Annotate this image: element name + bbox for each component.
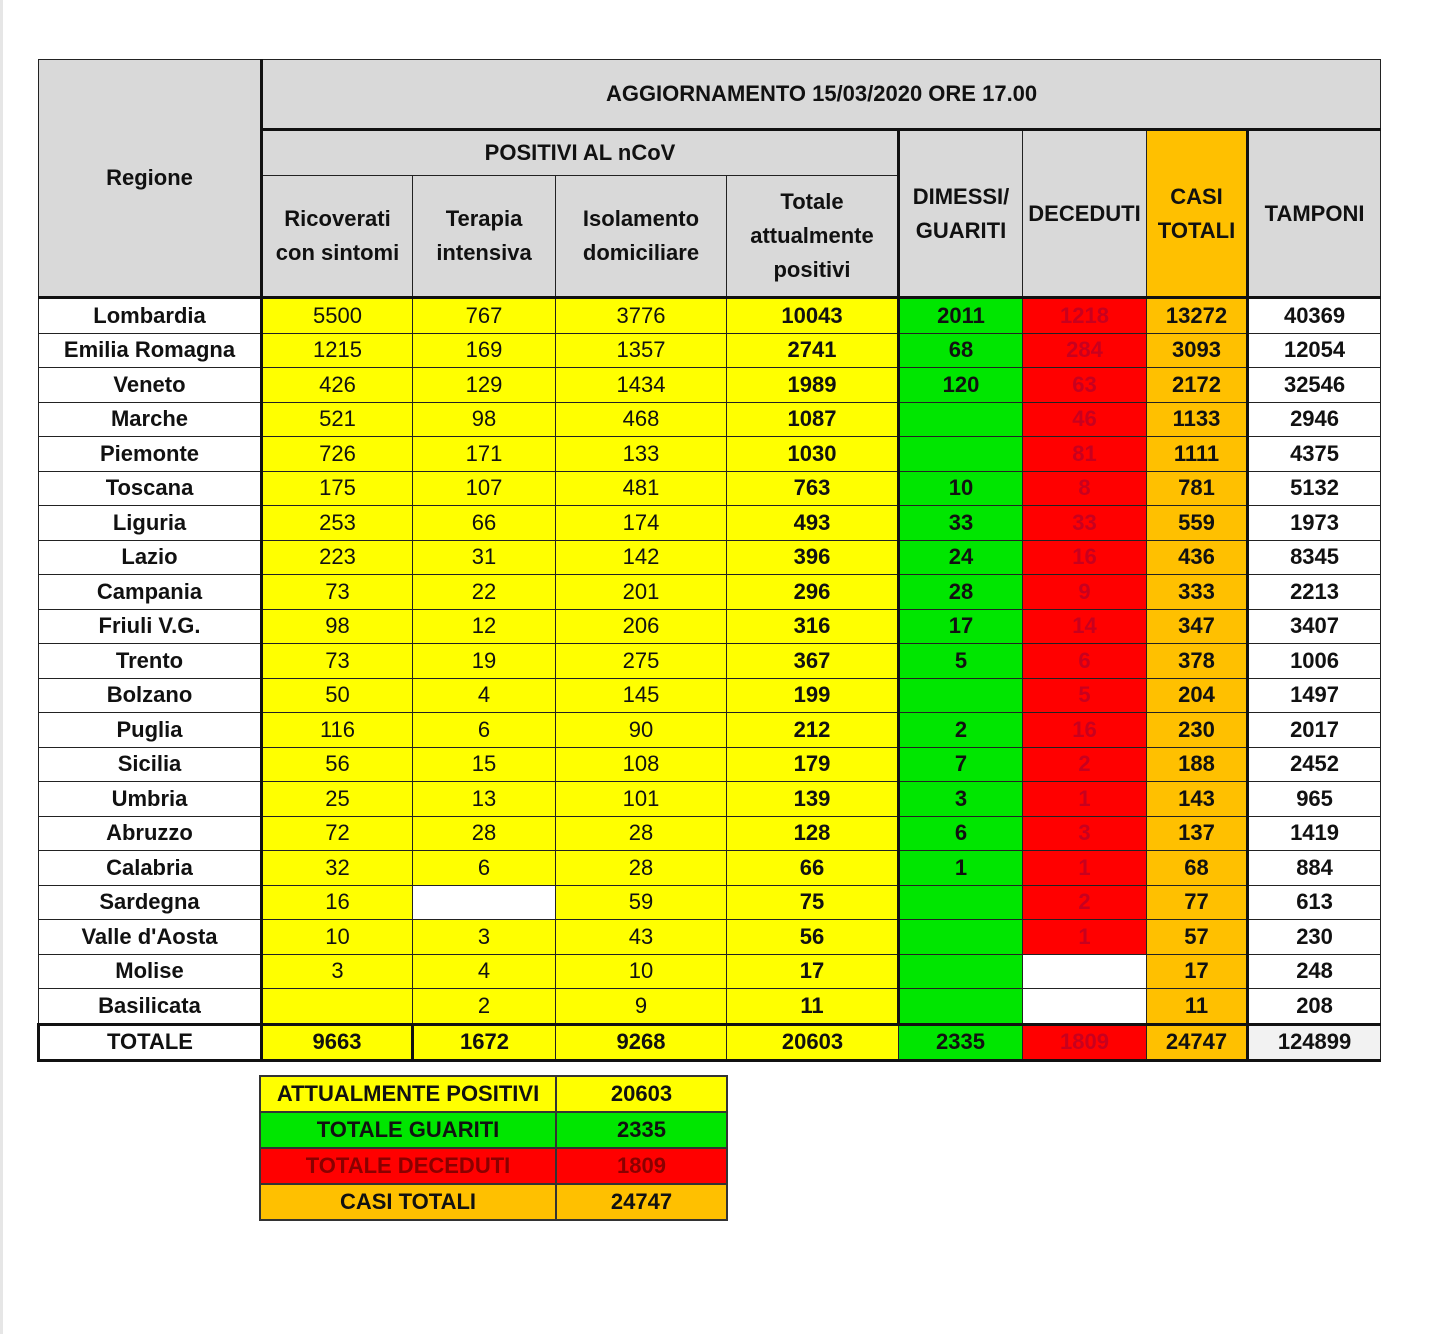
isolamento-cell: 1434 [556,368,727,403]
isolamento-cell: 468 [556,402,727,437]
tamponi-cell: 3407 [1248,609,1381,644]
totale-positivi-cell: 212 [727,713,899,748]
casi-totali-cell: 17 [1147,954,1248,989]
dimessi-cell: 1 [899,851,1023,886]
terapia-cell: 6 [413,851,556,886]
table-row [39,368,1381,403]
tamponi-cell: 613 [1248,885,1381,920]
totale-positivi-cell: 66 [727,851,899,886]
total-deceduti: 1809 [1023,1024,1147,1061]
ricoverati-cell: 50 [262,678,413,713]
dimessi-cell: 6 [899,816,1023,851]
deceduti-cell: 46 [1023,402,1147,437]
casi-totali-cell: 188 [1147,747,1248,782]
isolamento-cell: 3776 [556,298,727,334]
totale-positivi-cell: 128 [727,816,899,851]
ricoverati-cell: 3 [262,954,413,989]
deceduti-cell: 1 [1023,920,1147,955]
region-name: Emilia Romagna [39,333,262,368]
region-name: Calabria [39,851,262,886]
summary-table [259,1075,728,1221]
casi-totali-cell: 559 [1147,506,1248,541]
isolamento-cell: 9 [556,989,727,1025]
summary-label: TOTALE GUARITI [260,1112,556,1148]
terapia-cell: 2 [413,989,556,1025]
dimessi-cell [899,954,1023,989]
summary-value: 24747 [556,1184,727,1220]
terapia-cell: 13 [413,782,556,817]
totale-positivi-cell: 316 [727,609,899,644]
table-row [39,609,1381,644]
dimessi-cell: 5 [899,644,1023,679]
table-row [39,402,1381,437]
isolamento-cell: 10 [556,954,727,989]
ricoverati-cell: 5500 [262,298,413,334]
casi-totali-cell: 204 [1147,678,1248,713]
casi-totali-cell: 230 [1147,713,1248,748]
isolamento-cell: 108 [556,747,727,782]
deceduti-cell: 63 [1023,368,1147,403]
totale-positivi-cell: 199 [727,678,899,713]
table-row [39,471,1381,506]
terapia-cell: 4 [413,954,556,989]
terapia-cell: 12 [413,609,556,644]
tamponi-cell: 8345 [1248,540,1381,575]
terapia-cell: 171 [413,437,556,472]
table-row [39,678,1381,713]
isolamento-cell: 142 [556,540,727,575]
casi-totali-cell: 378 [1147,644,1248,679]
dimessi-cell: 3 [899,782,1023,817]
totals-label: TOTALE [39,1024,262,1061]
isolamento-cell: 59 [556,885,727,920]
totale-positivi-cell: 75 [727,885,899,920]
deceduti-cell: 8 [1023,471,1147,506]
ricoverati-cell: 116 [262,713,413,748]
header-positivi-group: POSITIVI AL nCoV [262,130,899,176]
region-name: Campania [39,575,262,610]
casi-totali-cell: 1133 [1147,402,1248,437]
dimessi-cell: 2 [899,713,1023,748]
isolamento-cell: 174 [556,506,727,541]
terapia-cell: 3 [413,920,556,955]
header-ricoverati: Ricoverati con sintomi [262,176,413,298]
casi-totali-cell: 3093 [1147,333,1248,368]
terapia-cell: 6 [413,713,556,748]
tamponi-cell: 2017 [1248,713,1381,748]
region-name: Molise [39,954,262,989]
deceduti-cell: 284 [1023,333,1147,368]
totale-positivi-cell: 1030 [727,437,899,472]
dimessi-cell: 7 [899,747,1023,782]
deceduti-cell [1023,954,1147,989]
deceduti-cell: 9 [1023,575,1147,610]
dimessi-cell: 10 [899,471,1023,506]
terapia-cell: 15 [413,747,556,782]
isolamento-cell: 275 [556,644,727,679]
deceduti-cell: 2 [1023,747,1147,782]
deceduti-cell: 6 [1023,644,1147,679]
table-row [39,989,1381,1025]
deceduti-cell: 5 [1023,678,1147,713]
totale-positivi-cell: 763 [727,471,899,506]
region-name: Sardegna [39,885,262,920]
region-name: Umbria [39,782,262,817]
region-name: Piemonte [39,437,262,472]
covid-region-table [37,59,1381,1062]
ricoverati-cell: 175 [262,471,413,506]
table-row [39,747,1381,782]
terapia-cell: 22 [413,575,556,610]
terapia-cell: 129 [413,368,556,403]
region-name: Basilicata [39,989,262,1025]
header-isolamento: Isolamento domiciliare [556,176,727,298]
region-name: Valle d'Aosta [39,920,262,955]
casi-totali-cell: 1111 [1147,437,1248,472]
table-row [39,920,1381,955]
dimessi-cell [899,989,1023,1025]
summary-label: TOTALE DECEDUTI [260,1148,556,1184]
totale-positivi-cell: 11 [727,989,899,1025]
totale-positivi-cell: 367 [727,644,899,679]
totale-positivi-cell: 493 [727,506,899,541]
table-row [39,954,1381,989]
dimessi-cell [899,402,1023,437]
region-name: Trento [39,644,262,679]
tamponi-cell: 248 [1248,954,1381,989]
casi-totali-cell: 436 [1147,540,1248,575]
total-tamponi: 124899 [1248,1024,1381,1061]
casi-totali-cell: 137 [1147,816,1248,851]
terapia-cell: 4 [413,678,556,713]
deceduti-cell: 2 [1023,885,1147,920]
ricoverati-cell: 253 [262,506,413,541]
dimessi-cell [899,678,1023,713]
deceduti-cell: 3 [1023,816,1147,851]
ricoverati-cell: 521 [262,402,413,437]
deceduti-cell: 16 [1023,713,1147,748]
header-deceduti: DECEDUTI [1023,130,1147,298]
ricoverati-cell [262,989,413,1025]
tamponi-cell: 32546 [1248,368,1381,403]
totale-positivi-cell: 2741 [727,333,899,368]
total-positivi: 20603 [727,1024,899,1061]
deceduti-cell [1023,989,1147,1025]
casi-totali-cell: 13272 [1147,298,1248,334]
terapia-cell: 98 [413,402,556,437]
total-casi: 24747 [1147,1024,1248,1061]
table-row [39,782,1381,817]
tamponi-cell: 230 [1248,920,1381,955]
dimessi-cell [899,885,1023,920]
region-name: Sicilia [39,747,262,782]
casi-totali-cell: 77 [1147,885,1248,920]
ricoverati-cell: 10 [262,920,413,955]
deceduti-cell: 81 [1023,437,1147,472]
casi-totali-cell: 68 [1147,851,1248,886]
total-ricoverati: 9663 [262,1024,413,1061]
tamponi-cell: 12054 [1248,333,1381,368]
casi-totali-cell: 57 [1147,920,1248,955]
header-regione: Regione [39,60,262,298]
region-name: Abruzzo [39,816,262,851]
casi-totali-cell: 11 [1147,989,1248,1025]
totale-positivi-cell: 1989 [727,368,899,403]
table-body [39,298,1381,1025]
terapia-cell: 767 [413,298,556,334]
ricoverati-cell: 73 [262,644,413,679]
tamponi-cell: 965 [1248,782,1381,817]
tamponi-cell: 208 [1248,989,1381,1025]
isolamento-cell: 1357 [556,333,727,368]
tamponi-cell: 1973 [1248,506,1381,541]
totale-positivi-cell: 296 [727,575,899,610]
totale-positivi-cell: 179 [727,747,899,782]
isolamento-cell: 28 [556,851,727,886]
terapia-cell: 28 [413,816,556,851]
region-name: Bolzano [39,678,262,713]
ricoverati-cell: 426 [262,368,413,403]
tamponi-cell: 4375 [1248,437,1381,472]
dimessi-cell: 68 [899,333,1023,368]
table-row [39,885,1381,920]
header-tamponi: TAMPONI [1248,130,1381,298]
isolamento-cell: 206 [556,609,727,644]
summary-row [260,1148,727,1184]
ricoverati-cell: 32 [262,851,413,886]
isolamento-cell: 28 [556,816,727,851]
table-title: AGGIORNAMENTO 15/03/2020 ORE 17.00 [262,60,1381,130]
dimessi-cell: 2011 [899,298,1023,334]
deceduti-cell: 1218 [1023,298,1147,334]
tamponi-cell: 2946 [1248,402,1381,437]
region-name: Marche [39,402,262,437]
region-name: Toscana [39,471,262,506]
totale-positivi-cell: 56 [727,920,899,955]
deceduti-cell: 16 [1023,540,1147,575]
region-name: Lazio [39,540,262,575]
casi-totali-cell: 2172 [1147,368,1248,403]
summary-value: 1809 [556,1148,727,1184]
table-row [39,816,1381,851]
summary-row [260,1076,727,1112]
table-row [39,506,1381,541]
totale-positivi-cell: 10043 [727,298,899,334]
dimessi-cell: 17 [899,609,1023,644]
isolamento-cell: 201 [556,575,727,610]
ricoverati-cell: 16 [262,885,413,920]
ricoverati-cell: 25 [262,782,413,817]
tamponi-cell: 2213 [1248,575,1381,610]
summary-row [260,1112,727,1148]
header-terapia: Terapia intensiva [413,176,556,298]
deceduti-cell: 33 [1023,506,1147,541]
region-name: Veneto [39,368,262,403]
table-row [39,540,1381,575]
table-row [39,298,1381,334]
region-name: Friuli V.G. [39,609,262,644]
isolamento-cell: 101 [556,782,727,817]
ricoverati-cell: 223 [262,540,413,575]
casi-totali-cell: 333 [1147,575,1248,610]
header-casi-totali: CASI TOTALI [1147,130,1248,298]
totals-row [39,1024,1381,1061]
terapia-cell: 19 [413,644,556,679]
deceduti-cell: 14 [1023,609,1147,644]
isolamento-cell: 43 [556,920,727,955]
terapia-cell: 107 [413,471,556,506]
total-terapia: 1672 [413,1024,556,1061]
ricoverati-cell: 1215 [262,333,413,368]
total-dimessi: 2335 [899,1024,1023,1061]
table-row [39,713,1381,748]
totale-positivi-cell: 1087 [727,402,899,437]
left-edge-shade [0,0,3,1334]
totale-positivi-cell: 139 [727,782,899,817]
table-row [39,644,1381,679]
region-name: Liguria [39,506,262,541]
dimessi-cell: 120 [899,368,1023,403]
region-name: Puglia [39,713,262,748]
isolamento-cell: 133 [556,437,727,472]
isolamento-cell: 90 [556,713,727,748]
ricoverati-cell: 726 [262,437,413,472]
dimessi-cell: 33 [899,506,1023,541]
summary-value: 2335 [556,1112,727,1148]
terapia-cell: 169 [413,333,556,368]
terapia-cell [413,885,556,920]
totale-positivi-cell: 17 [727,954,899,989]
tamponi-cell: 2452 [1248,747,1381,782]
dimessi-cell [899,437,1023,472]
casi-totali-cell: 781 [1147,471,1248,506]
table-row [39,851,1381,886]
terapia-cell: 66 [413,506,556,541]
ricoverati-cell: 98 [262,609,413,644]
table-row [39,437,1381,472]
tamponi-cell: 1497 [1248,678,1381,713]
total-isolamento: 9268 [556,1024,727,1061]
ricoverati-cell: 56 [262,747,413,782]
region-name: Lombardia [39,298,262,334]
summary-value: 20603 [556,1076,727,1112]
summary-label: CASI TOTALI [260,1184,556,1220]
casi-totali-cell: 347 [1147,609,1248,644]
tamponi-cell: 1419 [1248,816,1381,851]
ricoverati-cell: 72 [262,816,413,851]
dimessi-cell: 28 [899,575,1023,610]
header-totale-positivi: Totale attualmente positivi [727,176,899,298]
table-row [39,575,1381,610]
tamponi-cell: 40369 [1248,298,1381,334]
ricoverati-cell: 73 [262,575,413,610]
isolamento-cell: 481 [556,471,727,506]
tamponi-cell: 5132 [1248,471,1381,506]
summary-row [260,1184,727,1220]
deceduti-cell: 1 [1023,782,1147,817]
summary-label: ATTUALMENTE POSITIVI [260,1076,556,1112]
tamponi-cell: 884 [1248,851,1381,886]
dimessi-cell: 24 [899,540,1023,575]
table-row [39,333,1381,368]
header-dimessi: DIMESSI/ GUARITI [899,130,1023,298]
isolamento-cell: 145 [556,678,727,713]
tamponi-cell: 1006 [1248,644,1381,679]
deceduti-cell: 1 [1023,851,1147,886]
dimessi-cell [899,920,1023,955]
terapia-cell: 31 [413,540,556,575]
totale-positivi-cell: 396 [727,540,899,575]
casi-totali-cell: 143 [1147,782,1248,817]
